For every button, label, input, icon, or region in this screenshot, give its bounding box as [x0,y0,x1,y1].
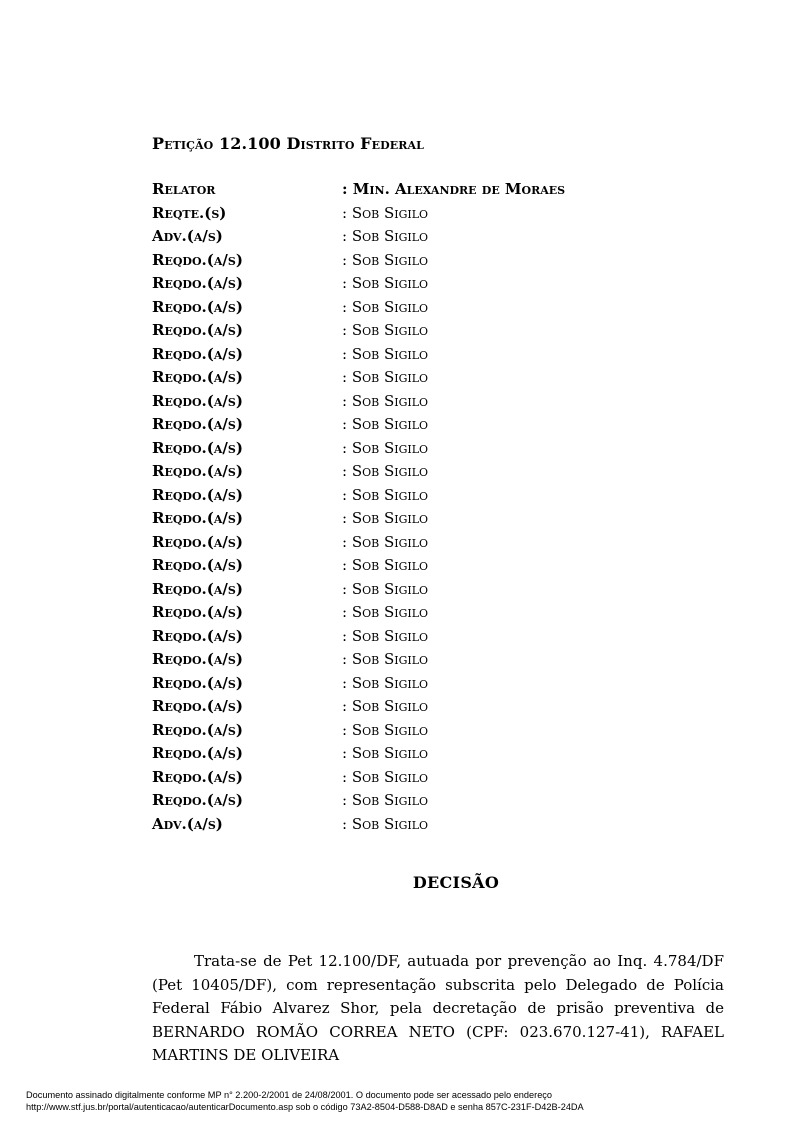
party-value [342,251,428,269]
party-role: Reqdo.(a/s) [152,344,243,363]
party-role: Reqdo.(a/s) [152,321,243,339]
party-value-text: Sob Sigilo [351,321,429,339]
party-value-text: Sob Sigilo [351,274,429,292]
party-value-text: Sob Sigilo [351,532,429,551]
party-value [342,439,428,457]
party-row [152,368,712,392]
party-separator: : [342,415,352,433]
party-value-text: Sob Sigilo [351,462,429,480]
party-row [152,321,712,345]
party-value-text: Sob Sigilo [351,227,429,245]
party-row [152,204,712,228]
party-role: Reqdo.(a/s) [152,274,243,292]
party-separator: : [342,744,352,762]
party-separator: : [342,767,352,786]
party-value [342,627,428,645]
party-role: Reqdo.(a/s) [152,650,243,668]
party-value [342,533,428,551]
party-value-text: Sob Sigilo [351,485,429,504]
party-row [152,603,712,627]
party-row [152,815,712,839]
party-value [342,674,428,692]
party-separator: : [342,697,352,715]
party-row [152,462,712,486]
party-value [342,744,428,762]
party-value [342,556,428,574]
party-value [342,204,428,222]
party-separator: : [342,438,352,457]
party-value [342,462,428,480]
party-role: Reqdo.(a/s) [152,579,243,598]
party-value-text: Sob Sigilo [351,814,429,833]
party-row [152,627,712,651]
party-role: Reqdo.(a/s) [152,532,243,551]
party-separator: : [342,603,352,621]
party-row [152,674,712,698]
party-row [152,509,712,533]
party-value [342,180,565,198]
party-role: Reqdo.(a/s) [152,673,243,692]
party-role: Reqdo.(a/s) [152,462,243,480]
party-row [152,580,712,604]
party-role: Reqdo.(a/s) [152,415,243,433]
party-separator: : [342,321,352,339]
party-row [152,227,712,251]
party-value [342,392,428,410]
party-value-text: Sob Sigilo [351,438,429,457]
party-value-text: Sob Sigilo [351,744,429,762]
party-row [152,345,712,369]
party-separator: : [342,556,352,574]
party-row [152,791,712,815]
party-value-text: Sob Sigilo [351,415,429,433]
party-list [152,180,712,838]
party-value [342,580,428,598]
party-row [152,533,712,557]
party-separator: : [342,485,352,504]
party-value [342,603,428,621]
party-value-text: Sob Sigilo [351,203,429,222]
party-value [342,721,428,739]
party-role: Reqdo.(a/s) [152,509,243,527]
party-value [342,227,428,245]
party-role: Reqdo.(a/s) [152,297,243,316]
party-role: Reqdo.(a/s) [152,626,243,645]
party-role: Reqdo.(a/s) [152,391,243,410]
party-separator: : [342,274,352,292]
party-separator: : [342,791,352,809]
party-value-text: Sob Sigilo [351,650,429,668]
party-row [152,486,712,510]
section-heading: DECISÃO [412,873,500,892]
party-value [342,486,428,504]
party-value-text: Sob Sigilo [351,603,429,621]
party-separator: : [342,368,352,386]
party-row [152,721,712,745]
party-separator: : [342,344,352,363]
party-row [152,556,712,580]
party-value-text: Sob Sigilo [351,297,429,316]
party-role: Reqte.(s) [152,203,227,222]
party-value-text: Sob Sigilo [351,368,429,386]
party-role: Reqdo.(a/s) [152,603,243,621]
footer-line-2: http://www.stf.jus.br/portal/autenticacao/autenticarDocumento.asp sob o código 73A2-8504-D588-D8AD e senha 857C-231F-D42B-24DA [26,1102,584,1112]
party-value-text: Sob Sigilo [351,626,429,645]
party-value [342,298,428,316]
party-separator: : [342,297,352,316]
party-role: Relator [152,180,216,198]
signature-footer [26,1089,786,1113]
party-row [152,697,712,721]
party-row [152,274,712,298]
party-role: Reqdo.(a/s) [152,485,243,504]
party-role: Reqdo.(a/s) [152,556,243,574]
party-value [342,345,428,363]
party-role: Adv.(a/s) [152,814,223,833]
party-role: Reqdo.(a/s) [152,767,243,786]
party-separator: : [342,673,352,692]
party-role: Reqdo.(a/s) [152,438,243,457]
party-separator: : [342,814,352,833]
party-row [152,392,712,416]
party-separator: : [342,203,352,222]
party-value [342,815,428,833]
party-value [342,415,428,433]
party-role: Reqdo.(a/s) [152,368,243,386]
party-value [342,274,428,292]
party-role: Reqdo.(a/s) [152,791,243,809]
footer-line-1: Documento assinado digitalmente conforme MP n° 2.200-2/2001 de 24/08/2001. O documento pode ser acessado pelo endereço [26,1090,553,1100]
body-paragraph: Trata-se de Pet 12.100/DF, autuada por prevenção ao Inq. 4.784/DF (Pet 10405/DF), com representação subscrita pelo Delegado de Polícia Federal Fábio Alvarez Shor, pela decretação de prisão preventiva de BERNARDO ROMÃO CORREA NETO (CPF: 023.670.127-41), RAFAEL MARTINS DE OLIVEIRA [152,952,724,1064]
party-separator: : [342,509,352,527]
party-role: Reqdo.(a/s) [152,720,243,739]
party-value-text: Sob Sigilo [351,579,429,598]
party-separator: : [342,462,352,480]
party-value [342,791,428,809]
party-role: Reqdo.(a/s) [152,697,243,715]
party-separator: : [342,720,352,739]
party-value-text: Sob Sigilo [351,344,429,363]
party-row [152,744,712,768]
party-value [342,368,428,386]
party-value [342,509,428,527]
party-separator: : [342,227,352,245]
party-row [152,298,712,322]
party-value-text: Sob Sigilo [351,673,429,692]
party-row [152,650,712,674]
party-row [152,768,712,792]
party-separator: : [342,250,352,269]
party-separator: : [342,650,352,668]
party-value-text: Sob Sigilo [351,391,429,410]
party-row [152,439,712,463]
party-separator: : [342,626,352,645]
page-title: Petição 12.100 Distrito Federal [152,134,424,153]
party-value-text: Sob Sigilo [351,767,429,786]
party-row [152,180,712,204]
party-value [342,321,428,339]
party-value [342,768,428,786]
party-separator: : [342,180,353,198]
party-value-text: Sob Sigilo [351,720,429,739]
party-value [342,650,428,668]
party-value-text: Sob Sigilo [351,509,429,527]
party-value-text: Sob Sigilo [351,791,429,809]
party-value-text: Sob Sigilo [351,250,429,269]
party-separator: : [342,532,352,551]
party-value [342,697,428,715]
party-role: Reqdo.(a/s) [152,744,243,762]
party-separator: : [342,391,352,410]
party-row [152,415,712,439]
party-separator: : [342,579,352,598]
party-role: Reqdo.(a/s) [152,250,243,269]
party-value-text: Min. Alexandre de Moraes [352,180,566,198]
party-row [152,251,712,275]
party-role: Adv.(a/s) [152,227,223,245]
party-value-text: Sob Sigilo [351,556,429,574]
party-value-text: Sob Sigilo [351,697,429,715]
